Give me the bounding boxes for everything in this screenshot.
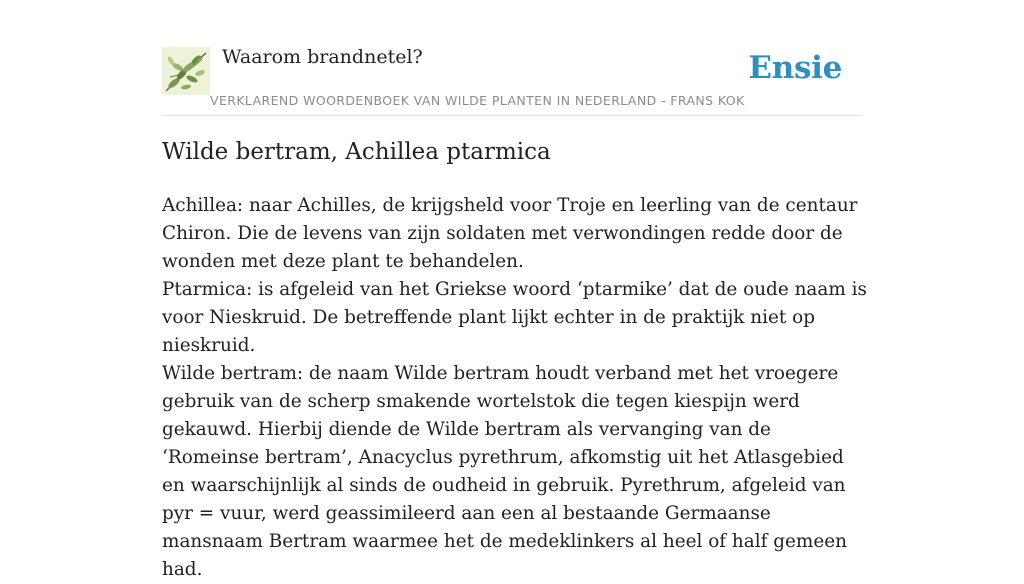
paragraph-achillea: Achillea: naar Achilles, de krijgsheld voor Troje en leerling van de centaur Chiron. Die de levens van zijn soldaten met verwondingen redde door de wonden met deze plant te behandelen. bbox=[162, 195, 858, 272]
ensie-logo[interactable]: Ensie bbox=[748, 50, 842, 86]
article-title: Wilde bertram, Achillea ptarmica bbox=[162, 139, 551, 165]
header-divider bbox=[162, 115, 862, 116]
site-title[interactable]: Waarom brandnetel? bbox=[222, 46, 423, 68]
paragraph-ptarmica: Ptarmica: is afgeleid van het Griekse woord ‘ptarmike’ dat de oude naam is voor Nieskruid. De betreffende plant lijkt echter in de praktijk niet op nieskruid. bbox=[162, 279, 867, 356]
site-header bbox=[162, 44, 862, 116]
plant-leaves-icon-graphic bbox=[162, 47, 210, 95]
article-body bbox=[162, 192, 867, 584]
plant-leaves-icon[interactable] bbox=[162, 47, 210, 95]
dictionary-subtitle[interactable]: VERKLAREND WOORDENBOEK VAN WILDE PLANTEN IN NEDERLAND - FRANS KOK bbox=[210, 93, 745, 108]
paragraph-wilde-bertram: Wilde bertram: de naam Wilde bertram houdt verband met het vroegere gebruik van de scherp smakende wortelstok die tegen kiespijn werd gekauwd. Hierbij diende de Wilde bertram als vervanging van de ‘Romeinse bertram’, Anacyclus pyrethrum, afkomstig uit het Atlasgebied en waarschijnlijk al sinds de oudheid in gebruik. Pyrethrum, afgeleid van pyr = vuur, werd geassimileerd aan een al bestaande Germaanse mansnaam Bertram waarmee het de medeklinkers al heel of half gemeen had. bbox=[162, 363, 847, 580]
